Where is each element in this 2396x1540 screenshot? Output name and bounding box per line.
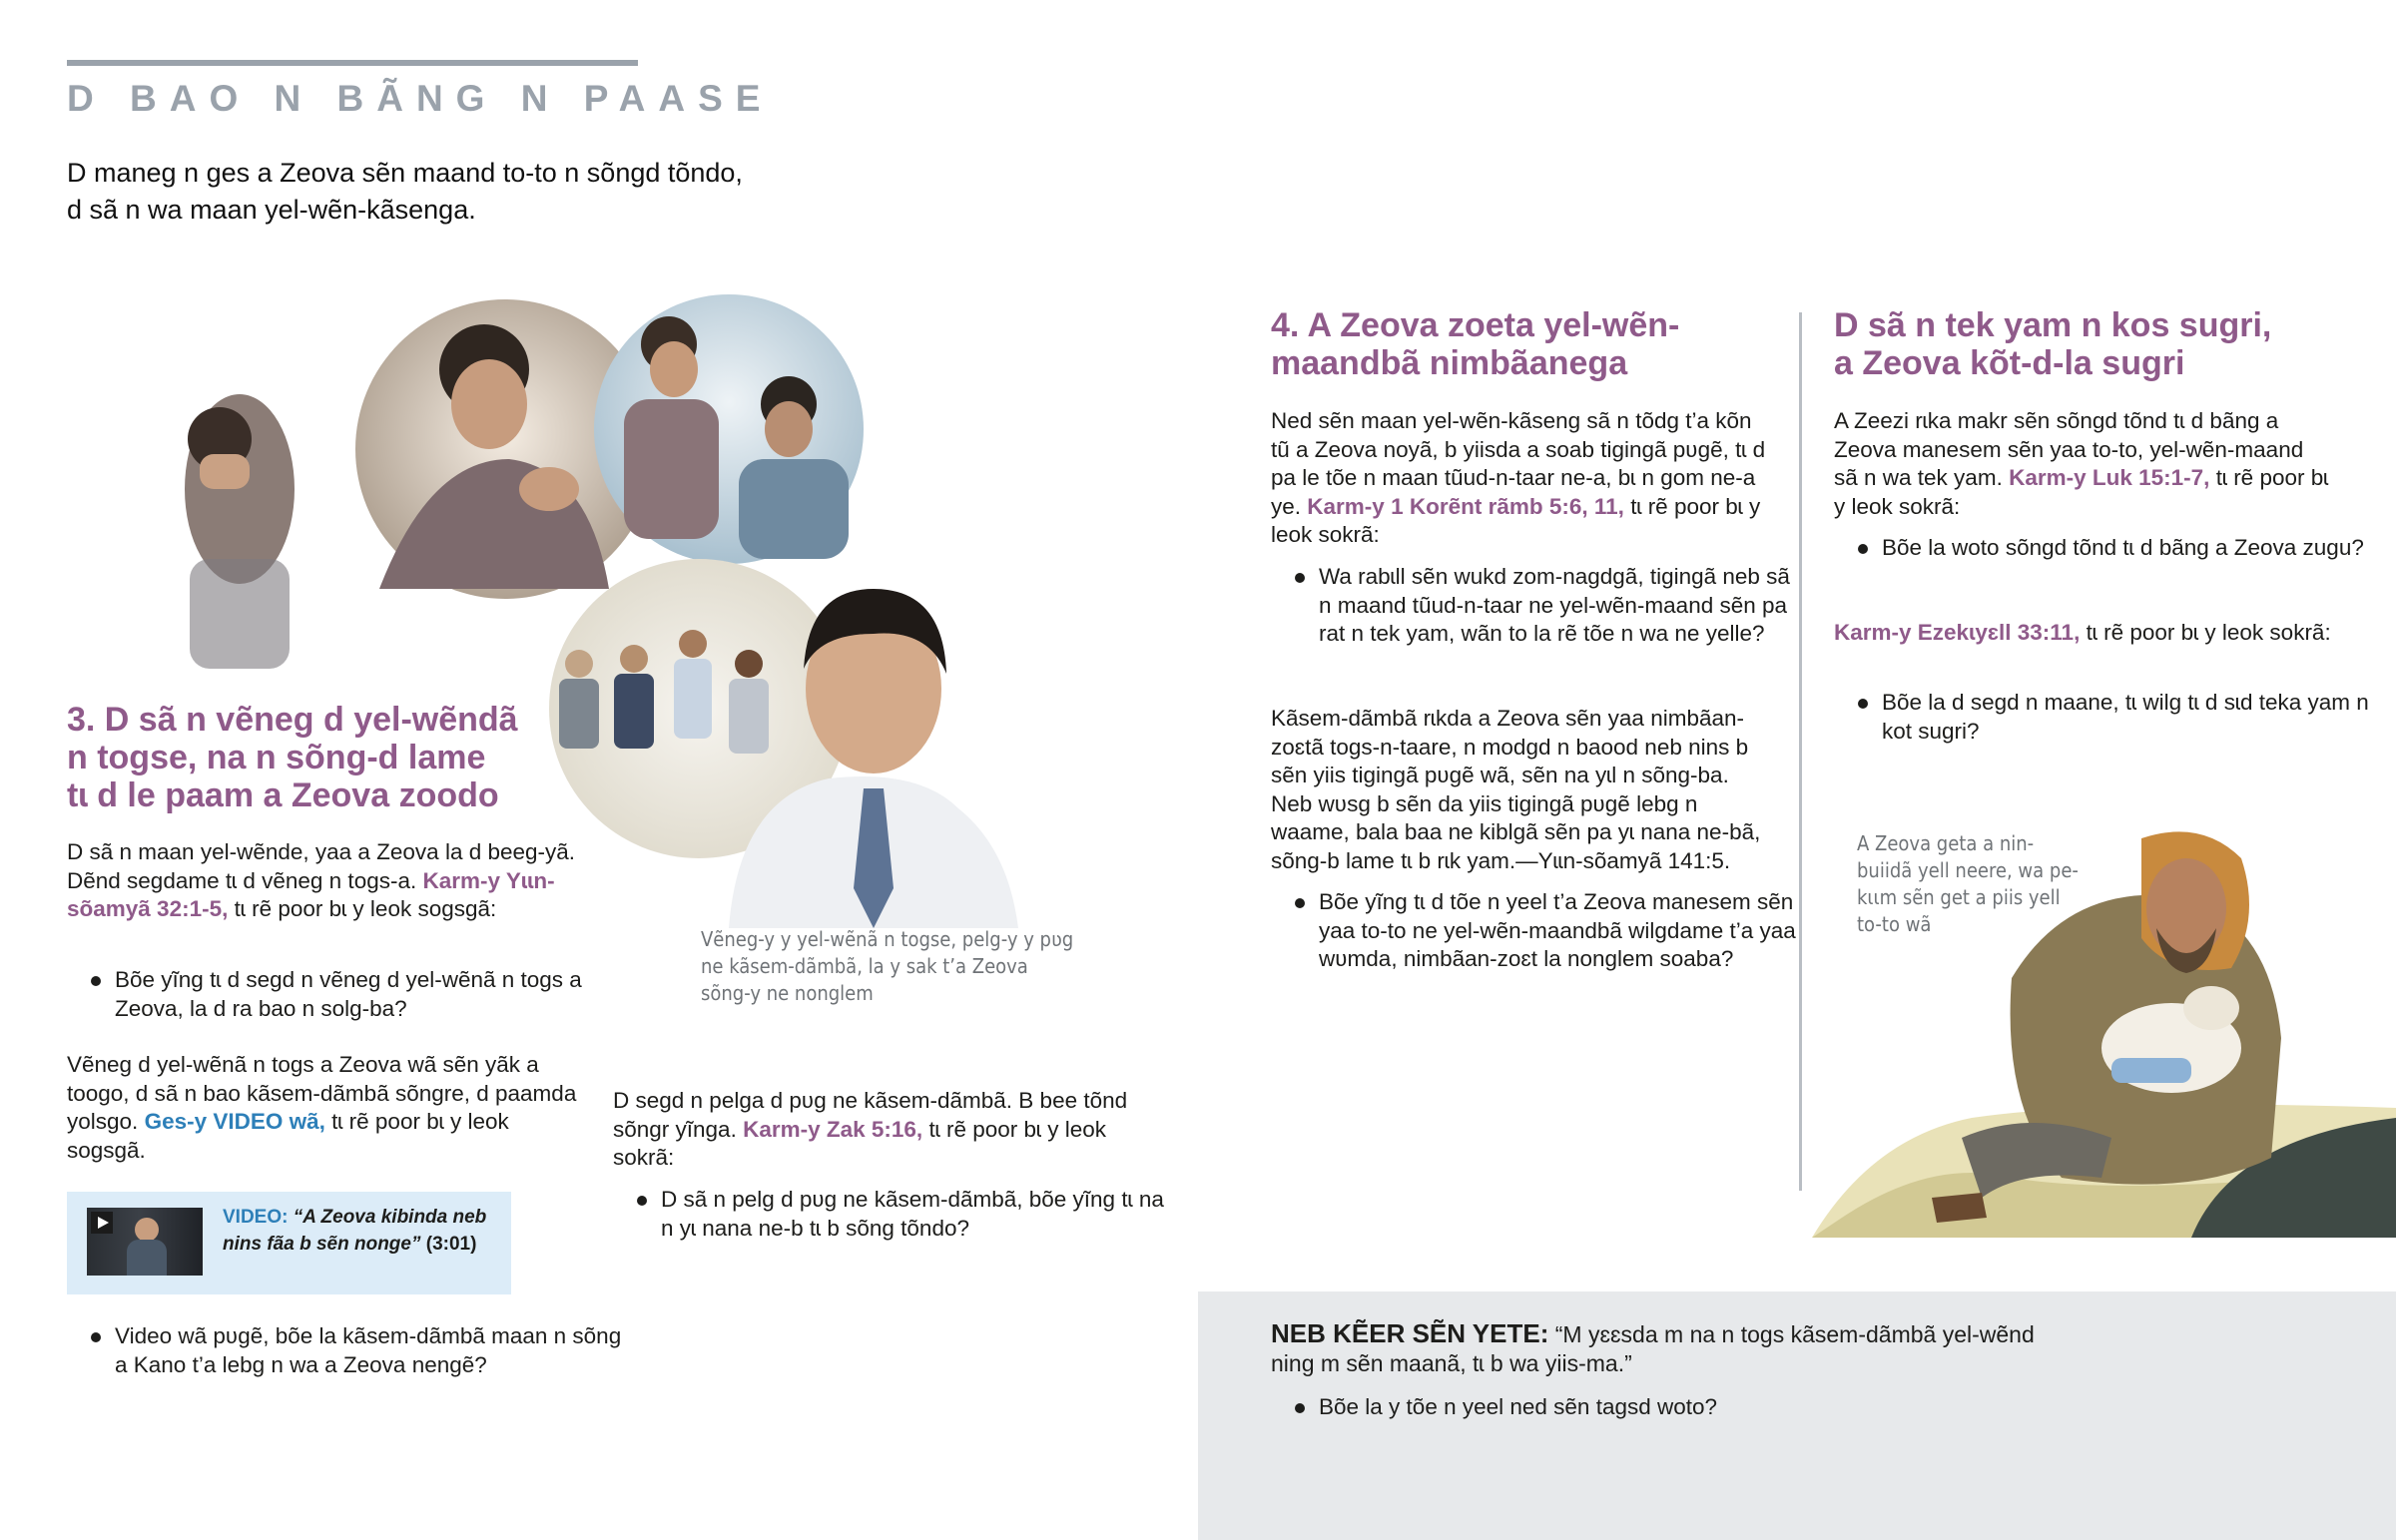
middle-question-list [613,1186,1180,1243]
section-3-paragraph-2-text: Vẽneg d yel-wẽnã n togs a Zeova wã sẽn yãk a toogo, d sã n bao kãsem-dãmbã sõngre, d paamda yolsgo. [67,1052,577,1134]
intro-line-1: D maneg n ges a Zeova sẽn maand to-to n sõngd tõndo, [67,158,743,188]
question-item: Bõe yĩng tɩ d segd n vẽneg d yel-wẽnã n togs a Zeova, la d ra bao n solg-ba? [115,966,634,1023]
column-divider [1799,312,1802,1191]
section-4-heading-line-1: 4. A Zeova zoeta yel-wẽn- [1271,306,1680,344]
right-paragraph-1-text: A Zeezi rɩka makr sẽn sõngd tõnd tɩ d bãng a Zeova manesem sẽn yaa to-to, yel-wẽn-maand sã n wa tek yam. [1834,408,2304,490]
section-3-heading-line-3: tɩ d le paam a Zeova zoodo [67,776,499,814]
question-item: Bõe yĩng tɩ d tõe n yeel t’a Zeova manesem sẽn yaa to-to ne yel-wẽn-maandbã wilgdame t’a yaa wʋmda, nimbãan-zoɛt la nonglem soaba? [1319,888,1798,974]
section-4-paragraph-1-tail: tɩ rẽ poor bɩ y leok sokrã: [1271,493,1761,547]
discussion-quote-text: “M yɛɛsda m na n togs kãsem-dãmbã yel-wẽnd ning m sẽn maanã, tɩ b wa yiis-ma.” [1271,1321,2035,1376]
right-heading-line-2: a Zeova kõt-d-la sugri [1834,344,2185,382]
video-label: VIDEO: [223,1207,289,1228]
illustration-confession-svg [130,289,1078,928]
scripture-link-luke-15[interactable]: Karm-y Luk 15:1-7, [2009,465,2210,490]
middle-paragraph [613,1087,1132,1173]
discussion-label: NEB KẼER SẼN YETE: [1271,1318,1549,1348]
section-4-question-list-2 [1271,888,1798,974]
illustration-confession [130,289,1078,928]
section-3-paragraph-1-tail: tɩ rẽ poor bɩ y leok sogsgã: [234,896,497,921]
right-question-list-1 [1834,534,2381,563]
section-title: D BAO N BÃNG N PAASE [67,78,774,119]
right-heading [1834,306,2353,382]
middle-paragraph-text: D segd n pelga d pʋg ne kãsem-dãmbã. B bee tõnd sõngr yĩnga. [613,1088,1128,1142]
question-item: Bõe la y tõe n yeel ned sẽn tagsd woto? [1319,1393,2078,1422]
scripture-link-1-corinthians-5[interactable]: Karm-y 1 Korẽnt rãmb 5:6, 11, [1307,493,1624,519]
video-thumbnail-person [135,1218,159,1242]
section-4-heading [1271,306,1770,382]
header-rule [67,60,638,66]
question-item: D sã n pelg d pʋg ne kãsem-dãmbã, bõe yĩng tɩ na n yɩ nana ne-b tɩ b sõng tõndo? [661,1186,1180,1243]
video-card[interactable] [67,1192,511,1294]
question-item: Bõe la d segd n maane, tɩ wilg tɩ d sɩd teka yam n kot sugri? [1882,689,2381,746]
right-paragraph-2 [1834,619,2333,648]
right-question-list-2 [1834,689,2381,746]
section-3-paragraph-2-tail: tɩ rẽ poor bɩ y leok sogsgã. [67,1109,509,1163]
intro-line-2: d sã n wa maan yel-wẽn-kãsenga. [67,195,476,225]
scripture-link-james-5[interactable]: Karm-y Zak 5:16, [743,1116,923,1142]
man-head-in-hands [185,394,295,669]
section-4-paragraph-1 [1271,407,1775,550]
illustration-caption-confession: Vẽneg-y y yel-wẽnã n togse, pelg-y y pʋg ne kãsem-dãmbã, la y sak t’a Zeova sõng-y ne nonglem [701,927,1074,1005]
section-3-paragraph-1 [67,838,586,924]
video-duration: (3:01) [425,1234,477,1255]
section-4-paragraph-1-text: Ned sẽn maan yel-wẽn-kãseng sã n tõdg t’a kõn tũ a Zeova noyã, b yiisda a soab tigingã pʋgẽ, tɩ d pa le tõe n maan tũud-n-taar ne-a, bɩ n gom ne-a ye. [1271,408,1766,519]
video-title[interactable]: “A Zeova kibinda neb nins fãa b sẽn nonge” [223,1207,487,1255]
section-4-question-list-1 [1271,563,1798,649]
scripture-link-ezekiel-33[interactable]: Karm-y Ezekɩyɛll 33:11, [1834,620,2081,645]
right-paragraph-1 [1834,407,2333,521]
section-3-heading-line-2: n togse, na n sõng-d lame [67,739,486,776]
section-3-heading-line-1: 3. D sã n vẽneg d yel-wẽndã [67,701,518,739]
intro-text [67,155,826,229]
play-icon[interactable] [91,1212,113,1234]
section-3-paragraph-2 [67,1051,586,1165]
right-paragraph-2-tail: tɩ rẽ poor bɩ y leok sokrã: [2086,620,2331,645]
video-link[interactable]: Ges-y VIDEO wã, [144,1109,325,1134]
section-3-paragraph-1-text: D sã n maan yel-wẽnde, yaa a Zeova la d beeg-yã. Dẽnd segdame tɩ d vẽneg n togs-a. [67,839,576,893]
video-thumbnail-suit [127,1240,167,1276]
discussion-question-list [1271,1393,2078,1422]
right-paragraph-1-tail: tɩ rẽ poor bɩ y leok sokrã: [1834,465,2329,519]
question-item: Wa rabɩll sẽn wukd zom-nagdgã, tigingã neb sã n maand tũud-n-taar ne yel-wẽn-maand sẽn pa rat n tek yam, wãn to la rẽ tõe n wa ne yelle? [1319,563,1798,649]
section-3-question-list-2 [67,1322,634,1379]
middle-paragraph-tail: tɩ rẽ poor bɩ y leok sokrã: [613,1116,1107,1170]
illustration-caption-shepherd: A Zeova geta a nin-buiidã yell neere, wa pe-kɩɩm sẽn get a piis yell to-to wã [1857,831,2079,936]
right-heading-line-1: D sã n tek yam n kos sugri, [1834,306,2272,344]
question-item: Video wã pʋgẽ, bõe la kãsem-dãmbã maan n sõng a Kano t’a lebg n wa a Zeova nengẽ? [115,1322,634,1379]
discussion-quote [1271,1319,2050,1378]
question-item: Bõe la woto sõngd tõnd tɩ d bãng a Zeova zugu? [1882,534,2381,563]
video-caption [223,1204,492,1258]
section-4-heading-line-2: maandbã nimbãanega [1271,344,1628,382]
video-thumbnail[interactable] [87,1208,203,1276]
section-3-question-list-1 [67,966,634,1023]
section-3-heading [67,701,586,814]
section-4-paragraph-2: Kãsem-dãmbã rɩkda a Zeova sẽn yaa nimbãan-zoɛtã togs-n-taare, n modgd n baood neb nins b sẽn yiis tigingã pʋgẽ wã, sẽn na yɩl n sõng-ba. Neb wʋsg b sẽn da yiis tigingã pʋgẽ lebg n waame, bala baa ne kiblgã sẽn pa yɩ nana ne-bã, sõng-b lame tɩ b rɩk yam.—Yɩɩn-sõamyã 141:5. [1271,706,1761,873]
scripture-link-psalm-32[interactable]: Karm-y Yɩɩn-sõamyã 32:1-5, [67,867,555,921]
